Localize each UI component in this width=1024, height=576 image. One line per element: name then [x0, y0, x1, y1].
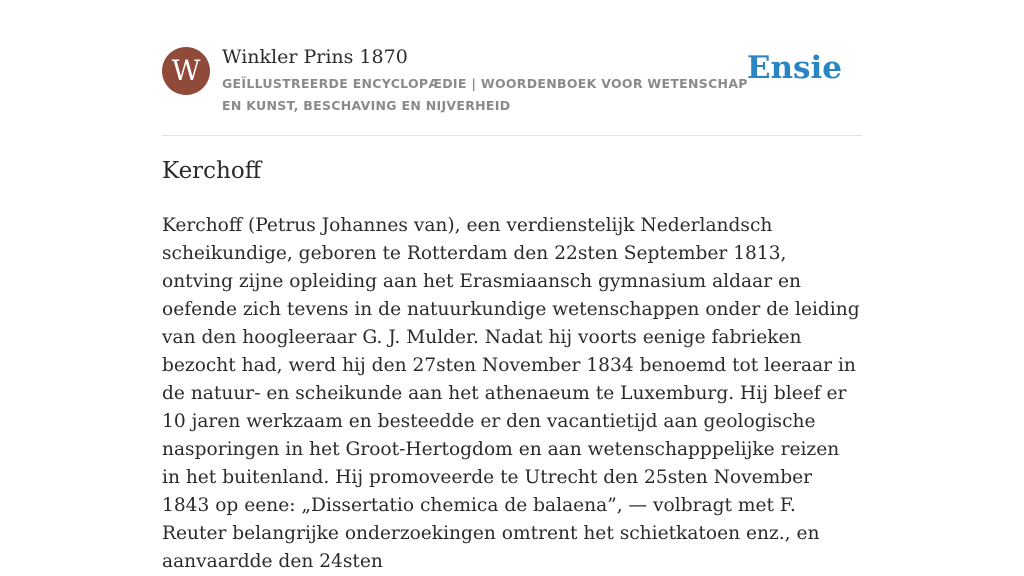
source-header	[162, 44, 862, 136]
article-title: Kerchoff	[162, 158, 262, 184]
source-avatar[interactable]: W	[162, 47, 210, 95]
source-subtitle: GEÏLLUSTREERDE ENCYCLOPÆDIE | WOORDENBOEK VOOR WETENSCHAP EN KUNST, BESCHAVING EN NIJVERHEID	[222, 76, 748, 113]
ensie-logo[interactable]: Ensie	[746, 50, 842, 86]
article-body: Kerchoff (Petrus Johannes van), een verdienstelijk Nederlandsch scheikundige, geboren te Rotterdam den 22sten September 1813, ontving zijne opleiding aan het Erasmiaansch gymnasium aldaar en oefende zich tevens in de natuurkundige wetenschappen onder de leiding van den hoogleeraar G. J. Mulder. Nadat hij voorts eenige fabrieken bezocht had, werd hij den 27sten November 1834 benoemd tot leeraar in de natuur- en scheikunde aan het athenaeum te Luxemburg. Hij bleef er 10 jaren werkzaam en besteedde er den vacantietijd aan geologische nasporingen in het Groot-Hertogdom en aan wetenschapppelijke reizen in het buitenland. Hij promoveerde te Utrecht den 25sten November 1843 op eene: „Dissertatio chemica de balaena”, — volbragt met F. Reuter belangrijke onderzoekingen omtrent het schietkatoen enz., en aanvaardde den 24sten	[162, 215, 860, 572]
source-title[interactable]: Winkler Prins 1870	[222, 46, 408, 68]
